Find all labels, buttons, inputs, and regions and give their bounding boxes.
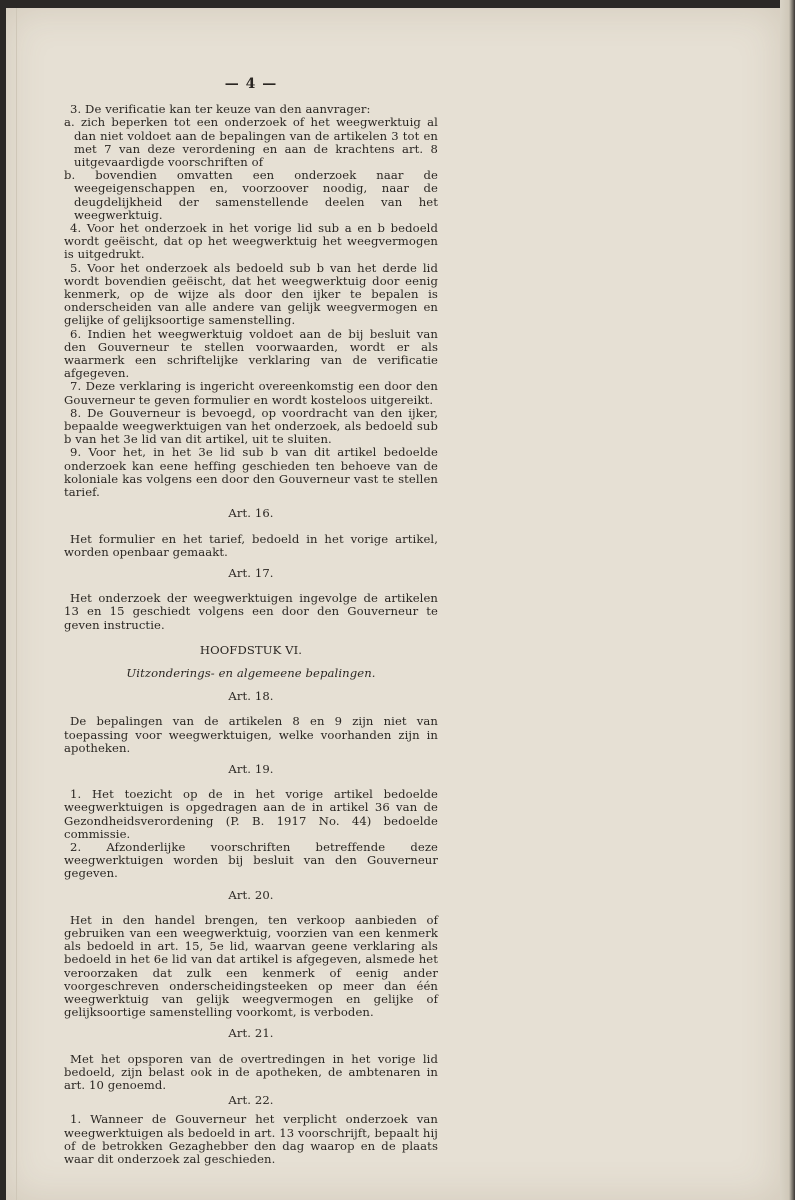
art20-title: Art. 20. <box>228 887 274 902</box>
art19-par2: 2. Afzonderlijke voorschriften betreffende deze weegwerktuigen worden bij besluit van den Gouverneur gegeven. <box>64 839 438 881</box>
chapter-subtitle: Uitzonderings- en algemeene bepalingen. <box>126 665 376 680</box>
art15-par4: 4. Voor het onderzoek in het vorige lid sub a en b bedoeld wordt geëischt, dat op het weegwerktuig het weegvermogen is uitgedrukt. <box>64 221 438 262</box>
art16-text: Het formulier en het tarief, bedoeld in het vorige artikel, worden openbaar gemaakt. <box>64 531 438 559</box>
document-page <box>6 8 780 1200</box>
page-text <box>64 78 438 1166</box>
art19-par1: 1. Het toezicht op de in het vorige artikel bedoelde weegwerktuigen is opgedragen aan de in artikel 36 van de Gezondheidsverordening (P. B. 1917 No. 44) bedoelde commissie. <box>64 787 438 841</box>
art15-par3: 3. De verificatie kan ter keuze van den aanvrager: <box>70 102 371 117</box>
art15-par3b: b. bovendien omvatten een onderzoek naar de weegeigenschappen en, voorzoover noodig, naar de deugdelijkheid der samenstellende deelen van het weegwerktuig. <box>64 168 438 222</box>
art15-par6: 6. Indien het weegwerktuig voldoet aan de bij besluit van den Gouverneur te stellen voorwaarden, wordt er als waarmerk een schriftelijke verklaring van de verificatie afgegeven. <box>64 326 438 381</box>
art21-title: Art. 21. <box>228 1026 274 1041</box>
art21-text: Met het opsporen van de overtredingen in het vorige lid bedoeld, zijn belast ook in de apotheken, de ambtenaren in art. 10 genoemd. <box>64 1051 438 1092</box>
page-number: — 4 — <box>224 76 278 92</box>
art17-title: Art. 17. <box>228 565 274 580</box>
art19-title: Art. 19. <box>228 761 274 776</box>
art18-text: De bepalingen van de artikelen 8 en 9 zijn niet van toepassing voor weegwerktuigen, welke voorhanden zijn in apotheken. <box>64 714 438 755</box>
art15-par7: 7. Deze verklaring is ingericht overeenkomstig een door den Gouverneur te geven formulier en wordt kosteloos uitgereikt. <box>64 379 438 407</box>
art17-text: Het onderzoek der weegwerktuigen ingevolge de artikelen 13 en 15 geschiedt volgens een door den Gouverneur te geven instructie. <box>64 591 438 632</box>
art16-title: Art. 16. <box>228 506 274 521</box>
chapter-title: HOOFDSTUK VI. <box>199 642 303 657</box>
art18-title: Art. 18. <box>228 689 274 704</box>
art15-par8: 8. De Gouverneur is bevoegd, op voordracht van den ijker, bepaalde weegwerktuigen van het onderzoek, als bedoeld sub b van het 3e lid van dit artikel, uit te sluiten. <box>64 405 438 447</box>
art15-par9: 9. Voor het, in het 3e lid sub b van dit artikel bedoelde onderzoek kan eene heffing geschieden ten behoeve van de koloniale kas volgens een door den Gouverneur vast te stellen tarief. <box>64 445 438 500</box>
art22-title: Art. 22. <box>228 1093 274 1108</box>
art15-par5: 5. Voor het onderzoek als bedoeld sub b van het derde lid wordt bovendien geëischt, dat het weegwerktuig door eenig kenmerk, op de wijze als door den ijker te bepalen is onderscheiden van alle andere van gelijk weegvermogen en gelijke of gelijksoortige samenstelling. <box>64 260 438 328</box>
page-edge <box>780 0 795 1200</box>
art15-par3a: a. zich beperken tot een onderzoek of het weegwerktuig al dan niet voldoet aan de bepalingen van de artikelen 3 tot en met 7 van deze verordening en aan de krachtens art. 8 uitgevaardigde voorschriften of <box>64 115 438 170</box>
art20-text: Het in den handel brengen, ten verkoop aanbieden of gebruiken van een weegwerktuig, voorzien van een kenmerk als bedoeld in art. 15, 5e lid, waarvan geene verklaring als bedoeld in het 6e lid van dat artikel is afgegeven, alsmede het veroorzaken dat zulk een kenmerk of eenig ander voorgeschreven onderscheidingsteeken op meer dan één weegwerktuig van gelijk weegvermogen en gelijke of gelijksoortige samenstelling voorkomt, is verboden. <box>64 912 438 1020</box>
page-fold-line <box>16 8 17 1200</box>
art22-text: 1. Wanneer de Gouverneur het verplicht onderzoek van weegwerktuigen als bedoeld in art. 13 voorschrijft, bepaalt hij of de betrokken Gezaghebber den dag waarop en de plaats waar dit onderzoek zal geschieden. <box>64 1112 438 1167</box>
